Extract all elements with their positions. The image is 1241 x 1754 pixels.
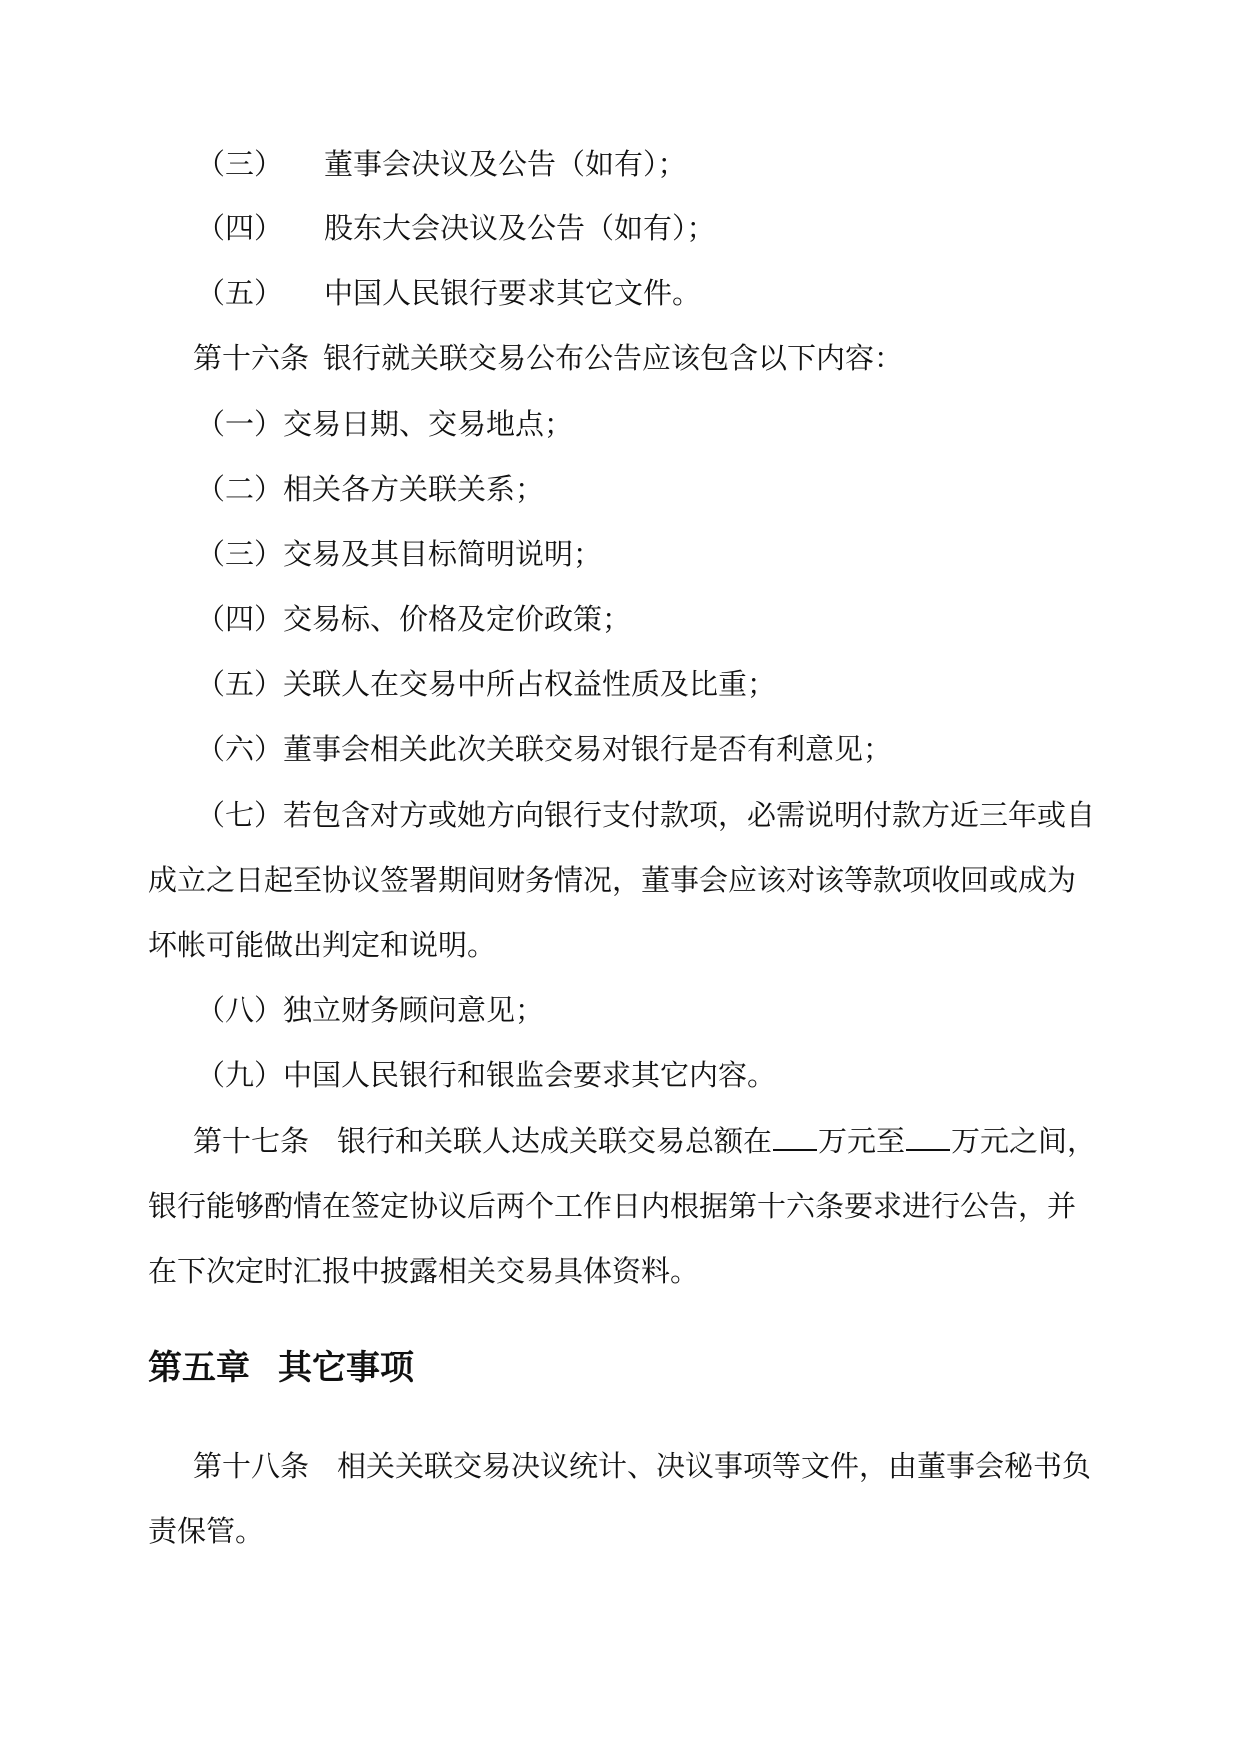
article-label: 第十八条 bbox=[193, 1449, 310, 1483]
list-item: （九）中国人民银行和银监会要求其它内容。 bbox=[196, 1058, 777, 1092]
article-label: 第十七条 bbox=[193, 1124, 310, 1158]
item-number: （四） bbox=[196, 211, 284, 245]
chapter-heading bbox=[148, 1346, 414, 1390]
list-item: （三）交易及其目标简明说明； bbox=[196, 537, 603, 571]
article-text-part2: 万元至 bbox=[818, 1124, 906, 1158]
paragraph-line: 在下次定时汇报中披露相关交易具体资料。 bbox=[148, 1254, 700, 1288]
list-item: （五）关联人在交易中所占权益性质及比重； bbox=[196, 667, 777, 701]
item-number: （三） bbox=[196, 147, 284, 181]
list-item: （六）董事会相关此次关联交易对银行是否有利意见； bbox=[196, 732, 893, 766]
chapter-title: 第五章 bbox=[148, 1348, 250, 1388]
list-item bbox=[196, 273, 701, 313]
list-item bbox=[196, 144, 687, 184]
item-text: 股东大会决议及公告（如有）； bbox=[324, 211, 716, 245]
item-number: （五） bbox=[196, 276, 284, 310]
list-item: （四）交易标、价格及定价政策； bbox=[196, 602, 632, 636]
item-text: 董事会决议及公告（如有）； bbox=[324, 147, 687, 181]
article-text: 银行就关联交易公布公告应该包含以下内容： bbox=[323, 341, 904, 375]
paragraph-line: 成立之日起至协议签署期间财务情况，董事会应该对该等款项收回或成为 bbox=[148, 863, 1077, 897]
paragraph-line: 坏帐可能做出判定和说明。 bbox=[148, 928, 497, 962]
list-item bbox=[196, 208, 716, 248]
paragraph-line: （七）若包含对方或她方向银行支付款项，必需说明付款方近三年或自 bbox=[196, 798, 1096, 832]
article-text-part1: 银行和关联人达成关联交易总额在 bbox=[337, 1124, 773, 1158]
article-16 bbox=[193, 338, 903, 378]
article-18 bbox=[193, 1446, 1091, 1486]
blank-underline bbox=[773, 1121, 817, 1151]
chapter-subtitle: 其它事项 bbox=[278, 1348, 414, 1388]
paragraph-line: 责保管。 bbox=[148, 1514, 265, 1548]
list-item: （一）交易日期、交易地点； bbox=[196, 407, 574, 441]
item-text: 中国人民银行要求其它文件。 bbox=[324, 276, 702, 310]
article-label: 第十六条 bbox=[193, 341, 310, 375]
article-text: 相关关联交易决议统计、决议事项等文件，由董事会秘书负 bbox=[337, 1449, 1092, 1483]
article-text-part3: 万元之间， bbox=[951, 1124, 1097, 1158]
article-17 bbox=[193, 1121, 1096, 1161]
list-item: （二）相关各方关联关系； bbox=[196, 472, 545, 506]
blank-underline bbox=[906, 1121, 950, 1151]
list-item: （八）独立财务顾问意见； bbox=[196, 993, 545, 1027]
paragraph-line: 银行能够酌情在签定协议后两个工作日内根据第十六条要求进行公告，并 bbox=[148, 1189, 1077, 1223]
